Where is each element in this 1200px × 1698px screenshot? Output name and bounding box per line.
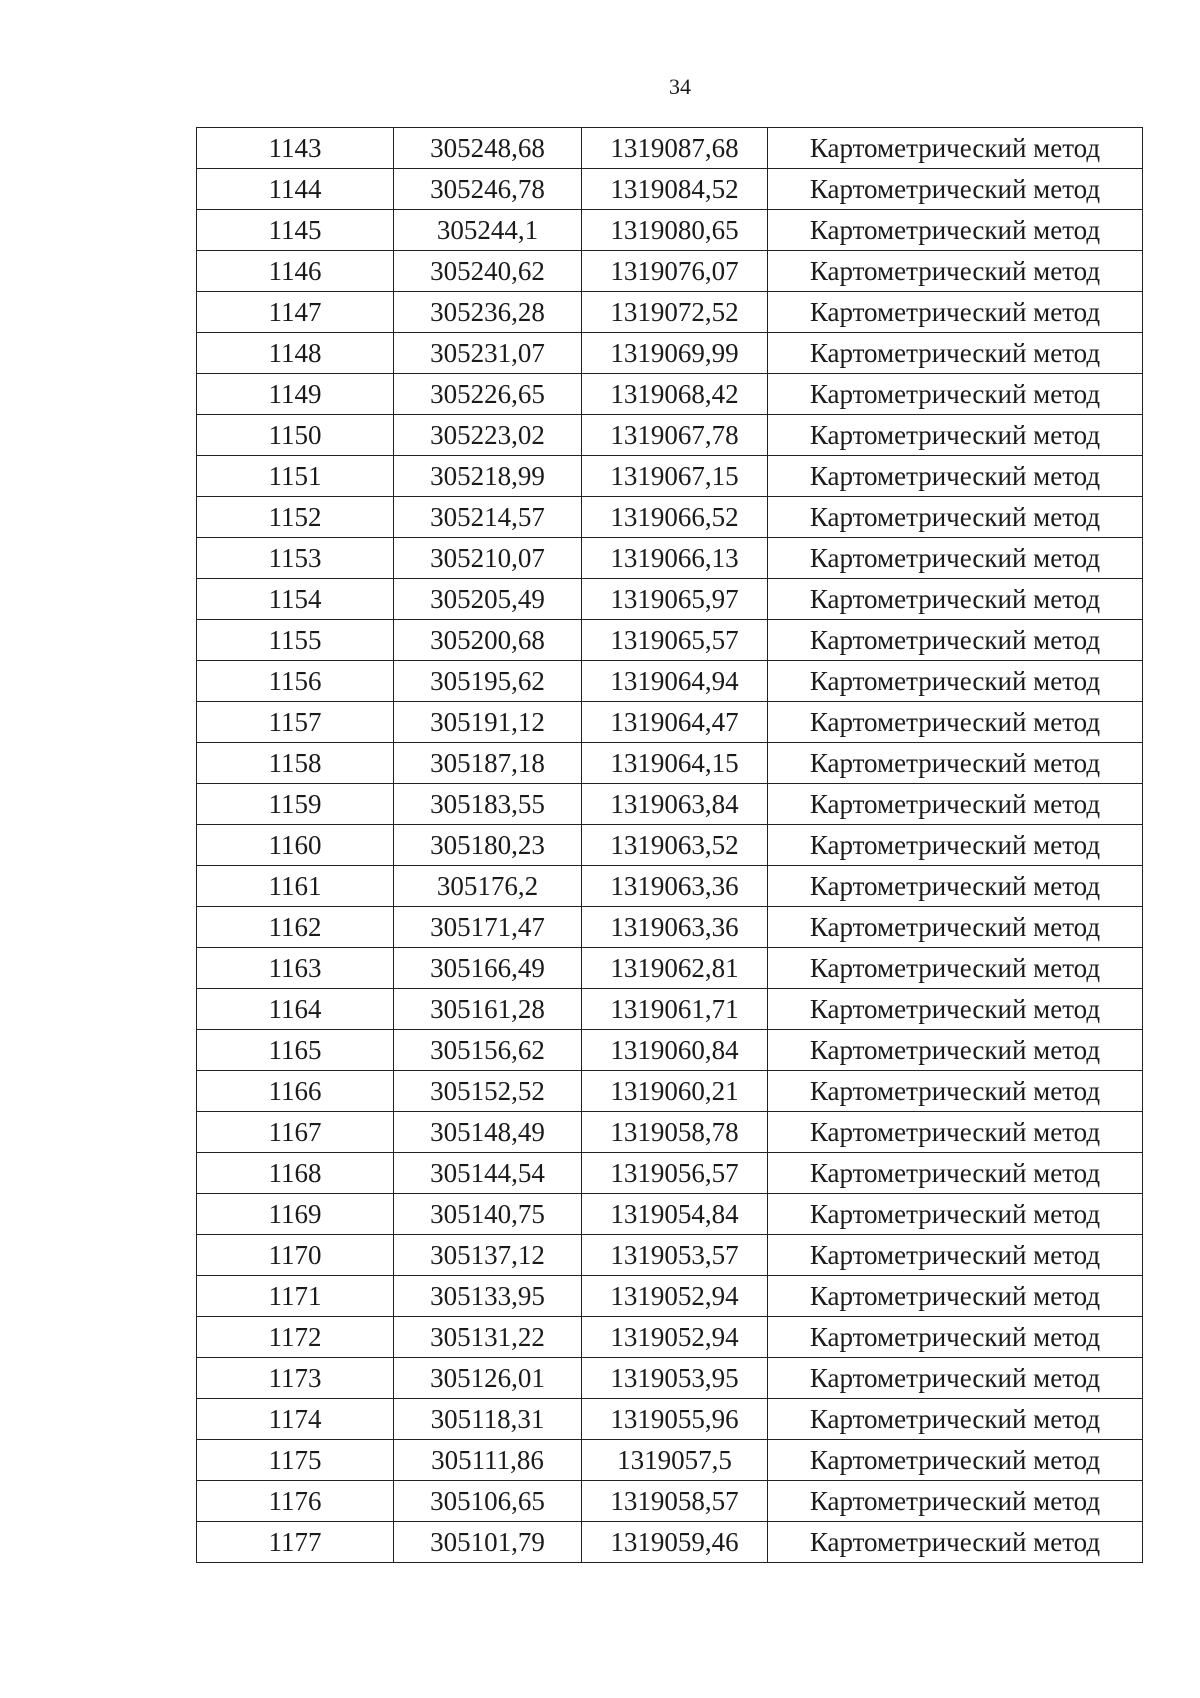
point-number-cell: 1151 <box>197 456 394 497</box>
point-number-cell: 1163 <box>197 948 394 989</box>
point-number-cell: 1147 <box>197 292 394 333</box>
point-number-cell: 1162 <box>197 907 394 948</box>
x-coordinate-cell: 305236,28 <box>394 292 582 333</box>
x-coordinate-cell: 305195,62 <box>394 661 582 702</box>
point-number-cell: 1176 <box>197 1481 394 1522</box>
table-row <box>197 169 1143 210</box>
y-coordinate-cell: 1319066,52 <box>582 497 768 538</box>
x-coordinate-cell: 305144,54 <box>394 1153 582 1194</box>
table-row <box>197 1030 1143 1071</box>
x-coordinate-cell: 305226,65 <box>394 374 582 415</box>
y-coordinate-cell: 1319063,36 <box>582 866 768 907</box>
table-row <box>197 1194 1143 1235</box>
x-coordinate-cell: 305246,78 <box>394 169 582 210</box>
method-cell: Картометрический метод <box>768 661 1143 702</box>
table-row <box>197 1276 1143 1317</box>
point-number-cell: 1150 <box>197 415 394 456</box>
method-cell: Картометрический метод <box>768 292 1143 333</box>
table-row <box>197 1440 1143 1481</box>
point-number-cell: 1146 <box>197 251 394 292</box>
y-coordinate-cell: 1319061,71 <box>582 989 768 1030</box>
table-row <box>197 497 1143 538</box>
table-row <box>197 1153 1143 1194</box>
point-number-cell: 1148 <box>197 333 394 374</box>
x-coordinate-cell: 305240,62 <box>394 251 582 292</box>
table-row <box>197 1317 1143 1358</box>
method-cell: Картометрический метод <box>768 456 1143 497</box>
point-number-cell: 1169 <box>197 1194 394 1235</box>
table-row <box>197 620 1143 661</box>
x-coordinate-cell: 305191,12 <box>394 702 582 743</box>
y-coordinate-cell: 1319065,97 <box>582 579 768 620</box>
point-number-cell: 1167 <box>197 1112 394 1153</box>
y-coordinate-cell: 1319064,15 <box>582 743 768 784</box>
y-coordinate-cell: 1319084,52 <box>582 169 768 210</box>
method-cell: Картометрический метод <box>768 907 1143 948</box>
y-coordinate-cell: 1319060,21 <box>582 1071 768 1112</box>
method-cell: Картометрический метод <box>768 374 1143 415</box>
method-cell: Картометрический метод <box>768 1235 1143 1276</box>
y-coordinate-cell: 1319058,57 <box>582 1481 768 1522</box>
x-coordinate-cell: 305210,07 <box>394 538 582 579</box>
point-number-cell: 1164 <box>197 989 394 1030</box>
point-number-cell: 1144 <box>197 169 394 210</box>
y-coordinate-cell: 1319068,42 <box>582 374 768 415</box>
method-cell: Картометрический метод <box>768 989 1143 1030</box>
point-number-cell: 1174 <box>197 1399 394 1440</box>
method-cell: Картометрический метод <box>768 579 1143 620</box>
method-cell: Картометрический метод <box>768 415 1143 456</box>
x-coordinate-cell: 305106,65 <box>394 1481 582 1522</box>
x-coordinate-cell: 305140,75 <box>394 1194 582 1235</box>
y-coordinate-cell: 1319087,68 <box>582 128 768 169</box>
method-cell: Картометрический метод <box>768 128 1143 169</box>
y-coordinate-cell: 1319067,78 <box>582 415 768 456</box>
x-coordinate-cell: 305183,55 <box>394 784 582 825</box>
method-cell: Картометрический метод <box>768 743 1143 784</box>
point-number-cell: 1160 <box>197 825 394 866</box>
table-row <box>197 1399 1143 1440</box>
table-row <box>197 948 1143 989</box>
y-coordinate-cell: 1319069,99 <box>582 333 768 374</box>
method-cell: Картометрический метод <box>768 1071 1143 1112</box>
table-row <box>197 743 1143 784</box>
table-row <box>197 825 1143 866</box>
x-coordinate-cell: 305187,18 <box>394 743 582 784</box>
y-coordinate-cell: 1319063,84 <box>582 784 768 825</box>
point-number-cell: 1172 <box>197 1317 394 1358</box>
method-cell: Картометрический метод <box>768 1194 1143 1235</box>
table-row <box>197 1522 1143 1563</box>
x-coordinate-cell: 305171,47 <box>394 907 582 948</box>
table-row <box>197 1481 1143 1522</box>
x-coordinate-cell: 305200,68 <box>394 620 582 661</box>
x-coordinate-cell: 305231,07 <box>394 333 582 374</box>
point-number-cell: 1145 <box>197 210 394 251</box>
method-cell: Картометрический метод <box>768 1399 1143 1440</box>
x-coordinate-cell: 305131,22 <box>394 1317 582 1358</box>
y-coordinate-cell: 1319063,52 <box>582 825 768 866</box>
table-row <box>197 538 1143 579</box>
x-coordinate-cell: 305111,86 <box>394 1440 582 1481</box>
method-cell: Картометрический метод <box>768 1276 1143 1317</box>
x-coordinate-cell: 305166,49 <box>394 948 582 989</box>
method-cell: Картометрический метод <box>768 702 1143 743</box>
point-number-cell: 1168 <box>197 1153 394 1194</box>
x-coordinate-cell: 305156,62 <box>394 1030 582 1071</box>
y-coordinate-cell: 1319076,07 <box>582 251 768 292</box>
y-coordinate-cell: 1319056,57 <box>582 1153 768 1194</box>
y-coordinate-cell: 1319057,5 <box>582 1440 768 1481</box>
y-coordinate-cell: 1319062,81 <box>582 948 768 989</box>
y-coordinate-cell: 1319060,84 <box>582 1030 768 1071</box>
x-coordinate-cell: 305101,79 <box>394 1522 582 1563</box>
point-number-cell: 1143 <box>197 128 394 169</box>
x-coordinate-cell: 305218,99 <box>394 456 582 497</box>
point-number-cell: 1153 <box>197 538 394 579</box>
y-coordinate-cell: 1319072,52 <box>582 292 768 333</box>
table-row <box>197 866 1143 907</box>
page-number: 34 <box>669 74 691 99</box>
x-coordinate-cell: 305180,23 <box>394 825 582 866</box>
method-cell: Картометрический метод <box>768 169 1143 210</box>
y-coordinate-cell: 1319059,46 <box>582 1522 768 1563</box>
table-row <box>197 333 1143 374</box>
point-number-cell: 1161 <box>197 866 394 907</box>
table-row <box>197 292 1143 333</box>
point-number-cell: 1152 <box>197 497 394 538</box>
method-cell: Картометрический метод <box>768 497 1143 538</box>
x-coordinate-cell: 305148,49 <box>394 1112 582 1153</box>
method-cell: Картометрический метод <box>768 1317 1143 1358</box>
table-row <box>197 251 1143 292</box>
table-row <box>197 374 1143 415</box>
table-row <box>197 128 1143 169</box>
x-coordinate-cell: 305152,52 <box>394 1071 582 1112</box>
point-number-cell: 1155 <box>197 620 394 661</box>
point-number-cell: 1154 <box>197 579 394 620</box>
x-coordinate-cell: 305118,31 <box>394 1399 582 1440</box>
x-coordinate-cell: 305161,28 <box>394 989 582 1030</box>
y-coordinate-cell: 1319053,95 <box>582 1358 768 1399</box>
method-cell: Картометрический метод <box>768 1030 1143 1071</box>
point-number-cell: 1156 <box>197 661 394 702</box>
y-coordinate-cell: 1319067,15 <box>582 456 768 497</box>
point-number-cell: 1173 <box>197 1358 394 1399</box>
table-row <box>197 1358 1143 1399</box>
point-number-cell: 1165 <box>197 1030 394 1071</box>
point-number-cell: 1159 <box>197 784 394 825</box>
table-row <box>197 989 1143 1030</box>
method-cell: Картометрический метод <box>768 1112 1143 1153</box>
table-row <box>197 1112 1143 1153</box>
point-number-cell: 1149 <box>197 374 394 415</box>
y-coordinate-cell: 1319055,96 <box>582 1399 768 1440</box>
y-coordinate-cell: 1319052,94 <box>582 1317 768 1358</box>
method-cell: Картометрический метод <box>768 948 1143 989</box>
y-coordinate-cell: 1319064,94 <box>582 661 768 702</box>
method-cell: Картометрический метод <box>768 784 1143 825</box>
table-row <box>197 1071 1143 1112</box>
method-cell: Картометрический метод <box>768 825 1143 866</box>
y-coordinate-cell: 1319058,78 <box>582 1112 768 1153</box>
method-cell: Картометрический метод <box>768 866 1143 907</box>
table-row <box>197 210 1143 251</box>
x-coordinate-cell: 305205,49 <box>394 579 582 620</box>
method-cell: Картометрический метод <box>768 251 1143 292</box>
y-coordinate-cell: 1319065,57 <box>582 620 768 661</box>
method-cell: Картометрический метод <box>768 1522 1143 1563</box>
point-number-cell: 1157 <box>197 702 394 743</box>
method-cell: Картометрический метод <box>768 1481 1143 1522</box>
y-coordinate-cell: 1319080,65 <box>582 210 768 251</box>
table-row <box>197 702 1143 743</box>
x-coordinate-cell: 305176,2 <box>394 866 582 907</box>
y-coordinate-cell: 1319066,13 <box>582 538 768 579</box>
coordinates-table <box>196 127 1143 1563</box>
method-cell: Картометрический метод <box>768 1358 1143 1399</box>
table-row <box>197 1235 1143 1276</box>
table-row <box>197 784 1143 825</box>
y-coordinate-cell: 1319054,84 <box>582 1194 768 1235</box>
x-coordinate-cell: 305244,1 <box>394 210 582 251</box>
x-coordinate-cell: 305133,95 <box>394 1276 582 1317</box>
point-number-cell: 1170 <box>197 1235 394 1276</box>
table-row <box>197 907 1143 948</box>
table-row <box>197 579 1143 620</box>
point-number-cell: 1175 <box>197 1440 394 1481</box>
x-coordinate-cell: 305214,57 <box>394 497 582 538</box>
y-coordinate-cell: 1319064,47 <box>582 702 768 743</box>
method-cell: Картометрический метод <box>768 1440 1143 1481</box>
point-number-cell: 1171 <box>197 1276 394 1317</box>
x-coordinate-cell: 305126,01 <box>394 1358 582 1399</box>
table-row <box>197 415 1143 456</box>
method-cell: Картометрический метод <box>768 538 1143 579</box>
point-number-cell: 1158 <box>197 743 394 784</box>
method-cell: Картометрический метод <box>768 333 1143 374</box>
y-coordinate-cell: 1319063,36 <box>582 907 768 948</box>
method-cell: Картометрический метод <box>768 1153 1143 1194</box>
point-number-cell: 1177 <box>197 1522 394 1563</box>
y-coordinate-cell: 1319053,57 <box>582 1235 768 1276</box>
method-cell: Картометрический метод <box>768 210 1143 251</box>
x-coordinate-cell: 305223,02 <box>394 415 582 456</box>
method-cell: Картометрический метод <box>768 620 1143 661</box>
point-number-cell: 1166 <box>197 1071 394 1112</box>
x-coordinate-cell: 305137,12 <box>394 1235 582 1276</box>
table-row <box>197 661 1143 702</box>
table-row <box>197 456 1143 497</box>
y-coordinate-cell: 1319052,94 <box>582 1276 768 1317</box>
x-coordinate-cell: 305248,68 <box>394 128 582 169</box>
